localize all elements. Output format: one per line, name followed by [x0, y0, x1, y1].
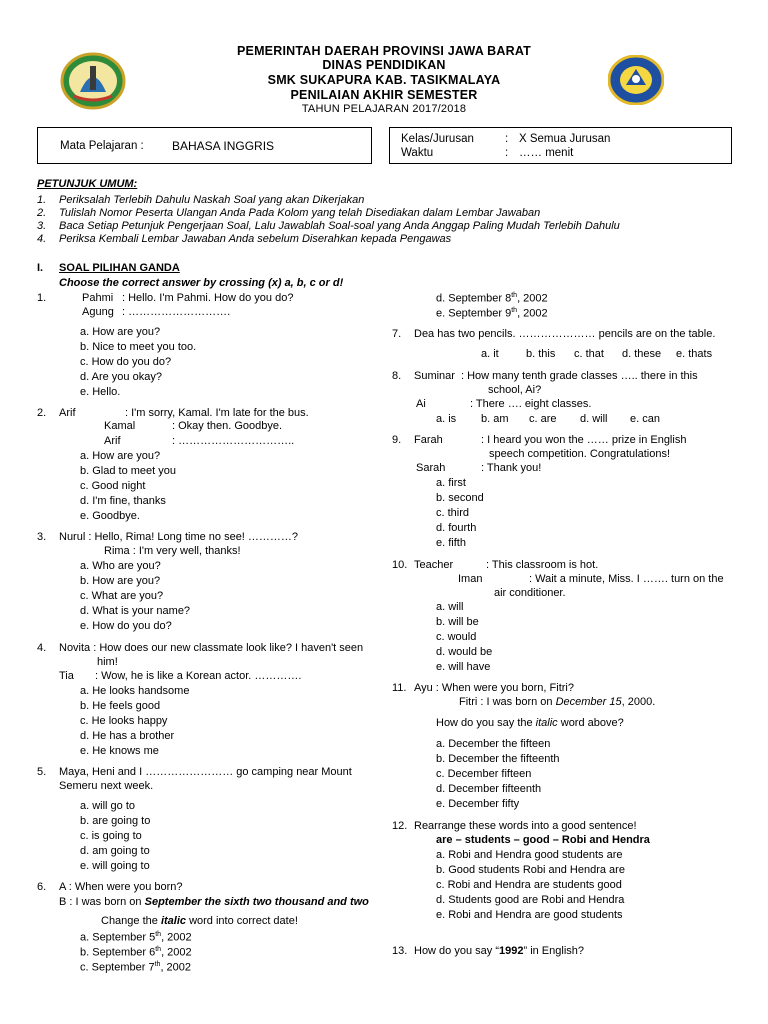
- q6-option-b[interactable]: b. September 6th, 2002: [80, 946, 192, 959]
- class-time-box: [389, 127, 732, 164]
- q9-option-a[interactable]: a. first: [436, 477, 466, 489]
- q2-number: 2.: [37, 407, 47, 419]
- q4-number: 4.: [37, 642, 47, 654]
- header-department: DINAS PENDIDIKAN: [322, 58, 446, 72]
- q10-option-d[interactable]: d. would be: [436, 646, 493, 658]
- time-sep: :: [505, 147, 509, 159]
- q12-option-b[interactable]: b. Good students Robi and Hendra are: [436, 864, 625, 876]
- q2-option-e[interactable]: e. Goodbye.: [80, 510, 140, 522]
- q12-option-a[interactable]: a. Robi and Hendra good students are: [436, 849, 623, 861]
- q11-number: 11.: [392, 682, 407, 694]
- section-title: SOAL PILIHAN GANDA: [59, 262, 180, 274]
- section-number: I.: [37, 262, 44, 274]
- q8-option-b[interactable]: b. am: [481, 413, 509, 425]
- q11-line-3-post: word above?: [557, 717, 624, 729]
- q2-option-b[interactable]: b. Glad to meet you: [80, 465, 176, 477]
- q6-option-e[interactable]: e. September 9th, 2002: [436, 307, 548, 320]
- q1-line-2: : ……………………….: [122, 306, 231, 318]
- q1-line-1: : Hello. I'm Pahmi. How do you do?: [122, 292, 294, 304]
- q5-option-a[interactable]: a. will go to: [80, 800, 136, 812]
- q9-speaker-1: Farah: [414, 434, 443, 446]
- q3-line-2: Rima : I'm very well, thanks!: [104, 545, 241, 557]
- q4-line-1b: him!: [97, 656, 118, 668]
- q8-line-1: : How many tenth grade classes ….. there in this: [461, 370, 698, 382]
- q11-line-2: [459, 696, 655, 708]
- class-label: Kelas/Jurusan: [401, 133, 474, 145]
- q10-option-e[interactable]: e. will have: [436, 661, 491, 673]
- q12-option-e[interactable]: e. Robi and Hendra are good students: [436, 909, 623, 921]
- q9-speaker-2: Sarah: [416, 462, 446, 474]
- q11-line-3-pre: How do you say the: [436, 717, 536, 729]
- instruction-2-num: 2.: [37, 207, 47, 219]
- q1-option-b[interactable]: b. Nice to meet you too.: [80, 341, 197, 353]
- q11-option-a[interactable]: a. December the fifteen: [436, 738, 551, 750]
- time-label: Waktu: [401, 147, 434, 159]
- q9-option-d[interactable]: d. fourth: [436, 522, 477, 534]
- class-value: X Semua Jurusan: [519, 133, 611, 145]
- header-exam: PENILAIAN AKHIR SEMESTER: [290, 88, 478, 102]
- q9-number: 9.: [392, 434, 402, 446]
- q11-option-e[interactable]: e. December fifty: [436, 798, 520, 810]
- q1-number: 1.: [37, 292, 47, 304]
- instruction-4-num: 4.: [37, 233, 47, 245]
- q2-option-c[interactable]: c. Good night: [80, 480, 146, 492]
- time-value: …… menit: [519, 147, 574, 159]
- q11-option-c[interactable]: c. December fifteen: [436, 768, 532, 780]
- q1-speaker-1: Pahmi: [82, 292, 114, 304]
- q3-number: 3.: [37, 531, 47, 543]
- q9-line-2: : Thank you!: [481, 462, 542, 474]
- q13-line-pre: How do you say “: [414, 945, 499, 957]
- q11-option-b[interactable]: b. December the fifteenth: [436, 753, 560, 765]
- q3-line-1: Nurul : Hello, Rima! Long time no see! …………?: [59, 531, 299, 543]
- instructions-title: PETUNJUK UMUM:: [37, 178, 138, 190]
- q2-speaker-2: Kamal: [104, 420, 136, 432]
- q6-italic-phrase: September the sixth two thousand and two: [144, 896, 369, 908]
- q4-option-e[interactable]: e. He knows me: [80, 745, 159, 757]
- q4-speaker-2: Tia: [59, 670, 74, 682]
- q6-line-3: [101, 915, 298, 927]
- q7-number: 7.: [392, 328, 402, 340]
- subject-box: [37, 127, 372, 164]
- q4-option-d[interactable]: d. He has a brother: [80, 730, 175, 742]
- q7-option-e[interactable]: e. thats: [676, 348, 713, 360]
- q2-speaker-1: Arif: [59, 407, 76, 419]
- q8-number: 8.: [392, 370, 402, 382]
- header-year: TAHUN PELAJARAN 2017/2018: [301, 103, 467, 115]
- q12-line-1: Rearrange these words into a good sentence!: [414, 820, 637, 832]
- q11-option-d[interactable]: d. December fifteenth: [436, 783, 542, 795]
- q2-line-3: : …………………………..: [172, 435, 295, 447]
- q5-line-1: Maya, Heni and I …………………… go camping near Mount: [59, 766, 352, 778]
- q10-speaker-1: Teacher: [414, 559, 454, 571]
- q4-option-c[interactable]: c. He looks happy: [80, 715, 168, 727]
- q10-speaker-2: Iman: [458, 573, 483, 585]
- q1-option-c[interactable]: c. How do you do?: [80, 356, 172, 368]
- q12-option-c[interactable]: c. Robi and Hendra are students good: [436, 879, 622, 891]
- instruction-1: Periksalah Terlebih Dahulu Naskah Soal yang akan Dikerjakan: [59, 194, 365, 206]
- q8-option-a[interactable]: a. is: [436, 413, 457, 425]
- q1-speaker-2: Agung: [82, 306, 114, 318]
- q11-line-3-italic: italic: [535, 717, 558, 729]
- q8-line-1b: school, Ai?: [488, 384, 542, 396]
- q2-line-1: : I'm sorry, Kamal. I'm late for the bus.: [125, 407, 309, 419]
- q8-option-c[interactable]: c. are: [529, 413, 557, 425]
- class-sep: :: [505, 133, 509, 145]
- q8-line-2: : There …. eight classes.: [470, 398, 592, 410]
- q9-line-1b: speech competition. Congratulations!: [489, 448, 670, 460]
- q5-option-d[interactable]: d. am going to: [80, 845, 150, 857]
- q10-option-b[interactable]: b. will be: [436, 616, 479, 628]
- q11-line-3: [436, 717, 624, 729]
- q12-option-d[interactable]: d. Students good are Robi and Hendra: [436, 894, 625, 906]
- q6-option-a[interactable]: a. September 5th, 2002: [80, 931, 192, 944]
- q7-option-a[interactable]: a. it: [481, 348, 499, 360]
- q10-line-2: : Wait a minute, Miss. I ……. turn on the: [529, 573, 724, 585]
- q5-option-b[interactable]: b. are going to: [80, 815, 151, 827]
- q9-line-1: : I heard you won the …… prize in English: [481, 434, 687, 446]
- q8-speaker-2: Ai: [416, 398, 426, 410]
- section-instruction: Choose the correct answer by crossing (x) a, b, c or d!: [59, 277, 344, 289]
- q11-line-2-pre: Fitri : I was born on: [459, 696, 556, 708]
- q11-line-1: Ayu : When were you born, Fitri?: [414, 682, 574, 694]
- q8-option-e[interactable]: e. can: [630, 413, 660, 425]
- instruction-2: Tulislah Nomor Peserta Ulangan Anda Pada Kolom yang telah Disediakan dalam Lembar Jawaban: [59, 207, 541, 219]
- header-school: SMK SUKAPURA KAB. TASIKMALAYA: [267, 73, 501, 87]
- q8-speaker-1: Suminar: [414, 370, 455, 382]
- header-government: PEMERINTAH DAERAH PROVINSI JAWA BARAT: [237, 44, 531, 58]
- q4-option-a[interactable]: a. He looks handsome: [80, 685, 190, 697]
- q1-option-d[interactable]: d. Are you okay?: [80, 371, 162, 383]
- q6-line-1: A : When were you born?: [59, 881, 183, 893]
- q7-option-b[interactable]: b. this: [526, 348, 556, 360]
- q9-option-c[interactable]: c. third: [436, 507, 470, 519]
- subject-label: Mata Pelajaran :: [60, 140, 144, 152]
- q6-option-c[interactable]: c. September 7th, 2002: [80, 961, 192, 974]
- q13-line-1: [414, 945, 584, 957]
- q12-number: 12.: [392, 820, 408, 832]
- instruction-3-num: 3.: [37, 220, 47, 232]
- q6-option-d[interactable]: d. September 8th, 2002: [436, 292, 548, 305]
- q6-number: 6.: [37, 881, 47, 893]
- q13-year: 1992: [498, 945, 524, 957]
- q10-line-1: : This classroom is hot.: [486, 559, 599, 571]
- q8-option-d[interactable]: d. will: [580, 413, 608, 425]
- q9-option-b[interactable]: b. second: [436, 492, 484, 504]
- q6-line-2: [59, 896, 369, 908]
- q3-option-b[interactable]: b. How are you?: [80, 575, 161, 587]
- q13-number: 13.: [392, 945, 408, 957]
- q2-line-2: : Okay then. Goodbye.: [172, 420, 283, 432]
- q3-option-e[interactable]: e. How do you do?: [80, 620, 172, 632]
- instruction-1-num: 1.: [37, 194, 47, 206]
- q4-option-b[interactable]: b. He feels good: [80, 700, 161, 712]
- q11-line-2-post: , 2000.: [621, 696, 656, 708]
- q10-number: 10.: [392, 559, 408, 571]
- q6-line-3-post: word into correct date!: [186, 915, 298, 927]
- q7-option-d[interactable]: d. these: [622, 348, 662, 360]
- q6-line-2-text: B : I was born on: [59, 896, 145, 908]
- q1-option-a[interactable]: a. How are you?: [80, 326, 161, 338]
- q12-words: are – students – good – Robi and Hendra: [436, 834, 650, 846]
- q5-option-c[interactable]: c. is going to: [80, 830, 142, 842]
- q7-option-c[interactable]: c. that: [574, 348, 604, 360]
- q3-option-c[interactable]: c. What are you?: [80, 590, 164, 602]
- q13-line-post: ” in English?: [523, 945, 585, 957]
- q4-line-2: : Wow, he is like a Korean actor. ………….: [95, 670, 302, 682]
- q1-option-e[interactable]: e. Hello.: [80, 386, 121, 398]
- q6-line-3-pre: Change the: [101, 915, 161, 927]
- q6-line-3-italic: italic: [160, 915, 187, 927]
- q5-option-e[interactable]: e. will going to: [80, 860, 150, 872]
- q2-option-a[interactable]: a. How are you?: [80, 450, 161, 462]
- q2-option-d[interactable]: d. I'm fine, thanks: [80, 495, 166, 507]
- q4-line-1: Novita : How does our new classmate look like? I haven't seen: [59, 642, 364, 654]
- instruction-4: Periksa Kembali Lembar Jawaban Anda sebelum Diserahkan kepada Pengawas: [59, 233, 452, 245]
- q10-option-a[interactable]: a. will: [436, 601, 464, 613]
- subject-value: BAHASA INGGRIS: [172, 139, 275, 153]
- q10-option-c[interactable]: c. would: [436, 631, 477, 643]
- q2-speaker-3: Arif: [104, 435, 121, 447]
- instruction-3: Baca Setiap Petunjuk Pengerjaan Soal, Lalu Jawablah Soal-soal yang Anda Anggap Paling Mudah Terlebih Dahulu: [59, 220, 620, 232]
- q10-line-2b: air conditioner.: [494, 587, 566, 599]
- q3-option-a[interactable]: a. Who are you?: [80, 560, 161, 572]
- q11-italic-date: December 15: [555, 696, 622, 708]
- q3-option-d[interactable]: d. What is your name?: [80, 605, 191, 617]
- q5-line-1b: Semeru next week.: [59, 780, 154, 792]
- q9-option-e[interactable]: e. fifth: [436, 537, 466, 549]
- q7-line-1: Dea has two pencils. ………………… pencils are on the table.: [414, 328, 716, 340]
- q5-number: 5.: [37, 766, 47, 778]
